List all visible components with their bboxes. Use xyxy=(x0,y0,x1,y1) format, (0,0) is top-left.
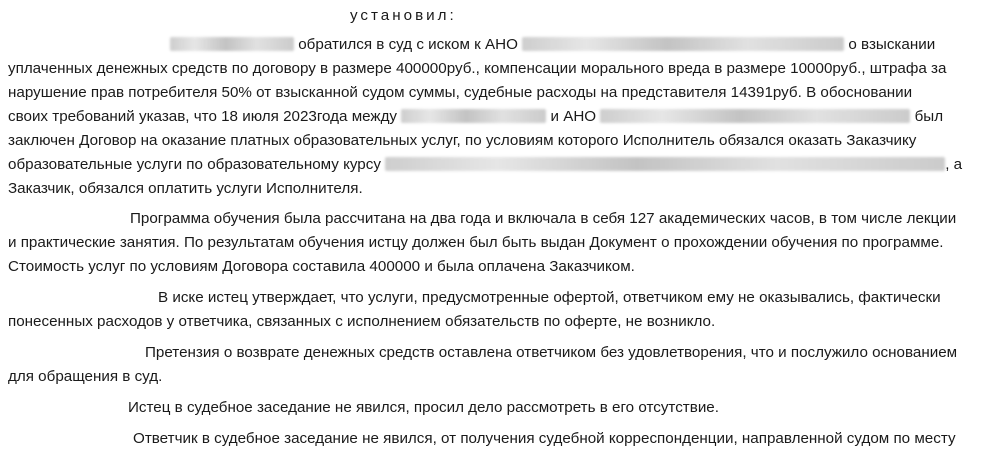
redacted-organization xyxy=(600,109,910,123)
text-line: Претензия о возврате денежных средств оставлена ответчиком без удовлетворения, что и послужило основанием xyxy=(145,344,958,361)
text-line: Истец в судебное заседание не явился, просил дело рассмотреть в его отсутствие. xyxy=(128,399,719,416)
text-line: Стоимость услуг по условиям Договора составила 400000 и была оплачена Заказчиком. xyxy=(8,258,635,275)
text-line: нарушение прав потребителя 50% от взысканной судом суммы, судебные расходы на представителя 14391руб. В обосновании xyxy=(8,84,913,101)
text-line: Ответчик в судебное заседание не явился, от получения судебной корреспонденции, направленной судом по месту xyxy=(133,430,956,447)
text-line: Программа обучения была рассчитана на два года и включала в себя 127 академических часов, в том числе лекции xyxy=(130,210,957,227)
text-line: Заказчик, обязался оплатить услуги Исполнителя. xyxy=(8,180,363,197)
text-line: своих требований указав, что 18 июля 2023года между и АНО был xyxy=(8,108,944,125)
text-line: обратился в суд с иском к АНО о взыскании xyxy=(170,36,935,54)
section-heading: установил: xyxy=(350,7,457,24)
redacted-name xyxy=(401,109,546,123)
text-line: образовательные услуги по образовательному курсу , а xyxy=(8,156,963,173)
text-line: и практические занятия. По результатам обучения истцу должен был быть выдан Документ о прохождении обучения по программе. xyxy=(8,234,944,251)
redacted-name xyxy=(170,37,294,51)
text-line: уплаченных денежных средств по договору в размере 400000руб., компенсации морального вреда в размере 10000руб., штрафа за xyxy=(8,60,947,77)
text-line: понесенных расходов у ответчика, связанных с исполнением обязательств по оферте, не возникло. xyxy=(8,313,716,330)
text-line: для обращения в суд. xyxy=(8,368,163,385)
text-line: заключен Договор на оказание платных образовательных услуг, по условиям которого Исполнитель обязался оказать Заказчику xyxy=(8,132,917,149)
text-line: В иске истец утверждает, что услуги, предусмотренные офертой, ответчиком ему не оказывались, фактически xyxy=(158,289,941,306)
redacted-course-name xyxy=(385,157,945,171)
redacted-organization xyxy=(522,37,844,51)
